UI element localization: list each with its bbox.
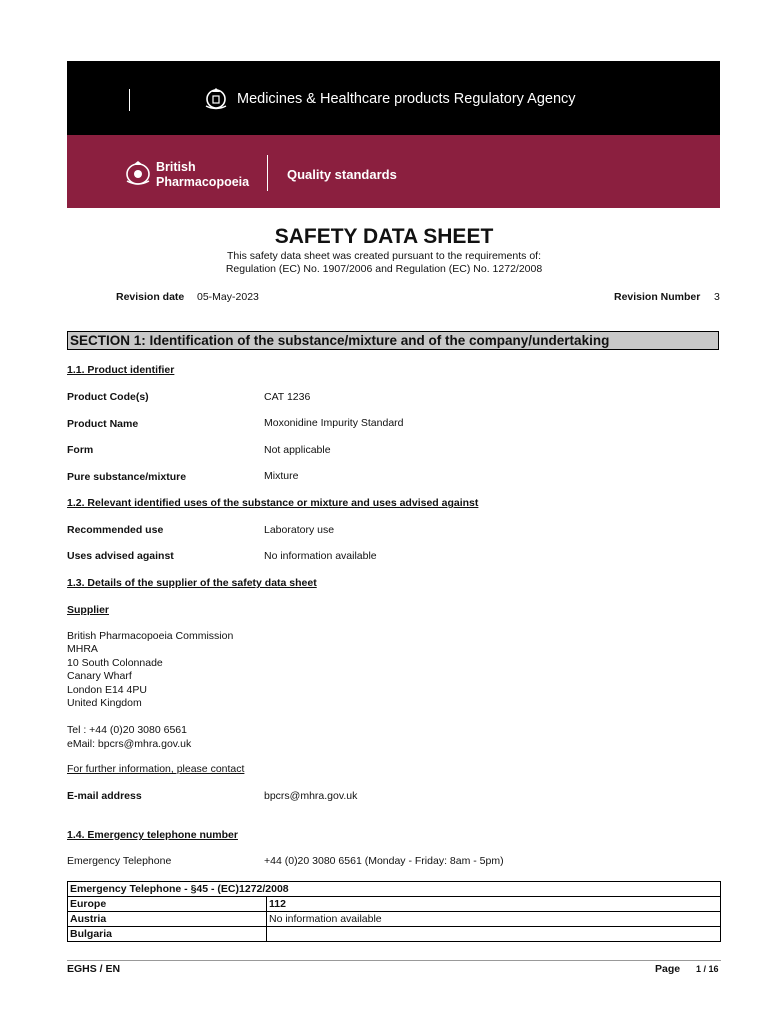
revision-number-label: Revision Number <box>614 291 701 303</box>
revision-date-value: 05-May-2023 <box>197 291 259 303</box>
bp-divider <box>267 155 268 191</box>
footer-language: EGHS / EN <box>67 963 121 975</box>
supplier-address-line: 10 South Colonnade <box>67 657 163 669</box>
product-code-value: CAT 1236 <box>264 391 311 403</box>
country-cell: Austria <box>68 912 267 927</box>
banner-divider <box>129 89 130 111</box>
email-address-label: E-mail address <box>67 790 142 802</box>
royal-crest-icon <box>203 86 229 112</box>
further-info-label: For further information, please contact <box>67 763 245 775</box>
british-pharmacopoeia-crest-icon <box>123 159 153 187</box>
supplier-email: eMail: bpcrs@mhra.gov.uk <box>67 738 192 750</box>
country-cell: Bulgaria <box>68 927 267 942</box>
footer-divider <box>67 960 721 961</box>
table-row <box>68 912 721 927</box>
table-row <box>68 927 721 942</box>
emergency-telephone-label: Emergency Telephone <box>67 855 172 867</box>
country-cell: Europe <box>68 897 267 912</box>
recommended-use-value: Laboratory use <box>264 524 335 536</box>
form-value: Not applicable <box>264 444 331 456</box>
table-row <box>68 897 721 912</box>
emergency-telephone-value: +44 (0)20 3080 6561 (Monday - Friday: 8am - 5pm) <box>264 855 504 867</box>
supplier-telephone: Tel : +44 (0)20 3080 6561 <box>67 724 187 736</box>
emergency-telephone-table <box>67 881 721 942</box>
product-identifier-heading: 1.1. Product identifier <box>67 364 175 376</box>
product-name-label: Product Name <box>67 418 139 430</box>
supplier-address-line: British Pharmacopoeia Commission <box>67 630 234 642</box>
bp-name-line1: British <box>156 160 196 174</box>
document-title: SAFETY DATA SHEET <box>274 225 494 248</box>
footer-page-number: 1 / 16 <box>696 964 719 974</box>
supplier-details-heading: 1.3. Details of the supplier of the safety data sheet <box>67 577 317 589</box>
table-header-row <box>68 882 721 897</box>
product-code-label: Product Code(s) <box>67 391 149 403</box>
uses-heading: 1.2. Relevant identified uses of the substance or mixture and uses advised against <box>67 497 479 509</box>
section1-heading: SECTION 1: Identification of the substance/mixture and of the company/undertaking <box>67 331 719 350</box>
number-cell <box>267 927 721 942</box>
bp-banner <box>67 135 720 208</box>
substance-mixture-label: Pure substance/mixture <box>67 471 187 483</box>
substance-mixture-value: Mixture <box>264 470 299 482</box>
revision-date-label: Revision date <box>116 291 185 303</box>
supplier-address-line: MHRA <box>67 643 98 655</box>
supplier-address-line: London E14 4PU <box>67 684 147 696</box>
bp-name-line2: Pharmacopoeia <box>156 175 250 189</box>
recommended-use-label: Recommended use <box>67 524 164 536</box>
emergency-heading: 1.4. Emergency telephone number <box>67 829 238 841</box>
uses-advised-against-label: Uses advised against <box>67 550 174 562</box>
quality-standards-label: Quality standards <box>287 167 397 182</box>
subtitle-line2: Regulation (EC) No. 1907/2006 and Regulation (EC) No. 1272/2008 <box>225 263 543 275</box>
supplier-label: Supplier <box>67 604 110 616</box>
supplier-address-line: Canary Wharf <box>67 670 132 682</box>
number-cell: 112 <box>267 897 721 912</box>
revision-number-value: 3 <box>714 291 720 303</box>
mhra-banner <box>67 61 720 135</box>
uses-advised-against-value: No information available <box>264 550 377 562</box>
product-name-value: Moxonidine Impurity Standard <box>264 417 404 429</box>
email-address-value[interactable]: bpcrs@mhra.gov.uk <box>264 790 358 802</box>
form-label: Form <box>67 444 94 456</box>
agency-name: Medicines & Healthcare products Regulatory Agency <box>237 91 576 107</box>
subtitle-line1: This safety data sheet was created pursuant to the requirements of: <box>226 250 541 262</box>
number-cell: No information available <box>267 912 721 927</box>
footer-page-label: Page <box>655 963 681 975</box>
table-header-cell: Emergency Telephone - §45 - (EC)1272/2008 <box>68 882 721 897</box>
supplier-address-line: United Kingdom <box>67 697 142 709</box>
